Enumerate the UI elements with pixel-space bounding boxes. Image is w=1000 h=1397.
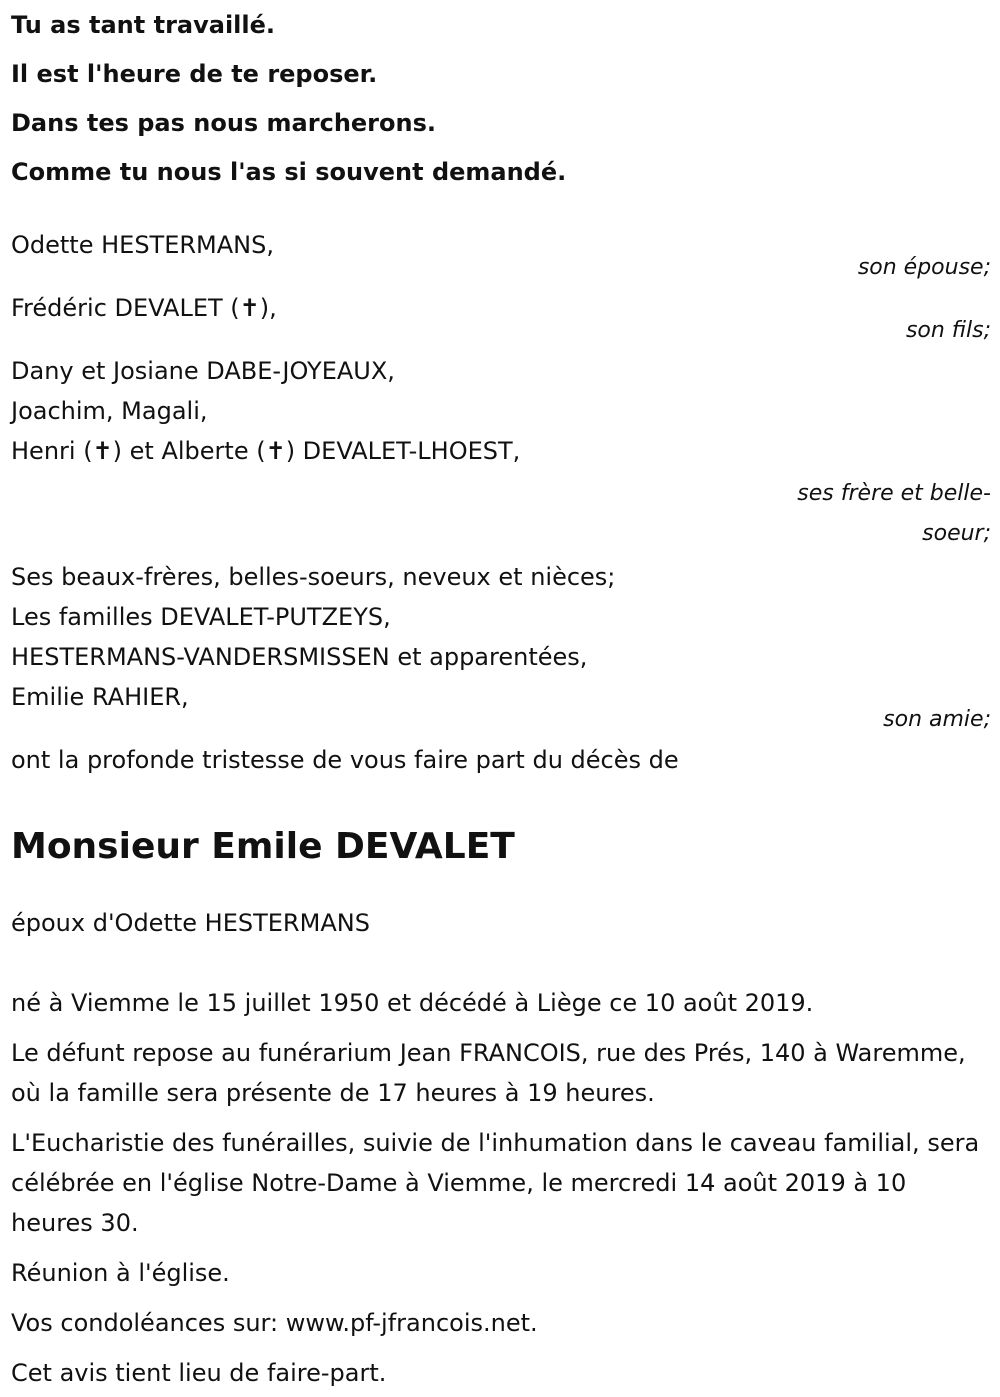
family-list xyxy=(11,225,991,780)
poem-line: Dans tes pas nous marcherons. xyxy=(11,109,436,137)
notice-info: Cet avis tient lieu de faire-part. xyxy=(11,1359,387,1387)
son-name: Frédéric DEVALET (✝), xyxy=(11,294,277,322)
sibling-line: Joachim, Magali, xyxy=(11,397,208,425)
poem-line: Comme tu nous l'as si souvent demandé. xyxy=(11,158,567,186)
relatives-line: HESTERMANS-VANDERSMISSEN et apparentées, xyxy=(11,643,588,671)
obituary-notice xyxy=(11,0,991,1393)
condolences-info: Vos condoléances sur: www.pf-jfrancois.net. xyxy=(11,1309,538,1337)
birth-death-info: né à Viemme le 15 juillet 1950 et décédé à Liège ce 10 août 2019. xyxy=(11,989,814,1017)
relatives-line: Les familles DEVALET-PUTZEYS, xyxy=(11,603,391,631)
announcement: ont la profonde tristesse de vous faire part du décès de xyxy=(11,746,679,774)
ceremony-info: L'Eucharistie des funérailles, suivie de l'inhumation dans le caveau familial, sera célébrée en l'église Notre-Dame à Viemme, le mercredi 14 août 2019 à 10 heures 30. xyxy=(11,1129,980,1237)
siblings-relation xyxy=(11,474,991,554)
sibling-line: Dany et Josiane DABE-JOYEAUX, xyxy=(11,357,395,385)
poem-line: Il est l'heure de te reposer. xyxy=(11,60,378,88)
spouse-name: Odette HESTERMANS, xyxy=(11,231,274,259)
deceased-name: Monsieur Emile DEVALET xyxy=(11,826,515,867)
poem-line: Tu as tant travaillé. xyxy=(11,11,276,39)
siblings-relation-line: ses frère et belle- xyxy=(797,481,991,506)
friend-relation: son amie; xyxy=(883,707,991,732)
funeral-home-info: Le défunt repose au funérarium Jean FRANCOIS, rue des Prés, 140 à Waremme, où la famille sera présente de 17 heures à 19 heures. xyxy=(11,1039,966,1107)
son-relation: son fils; xyxy=(905,318,991,343)
friend-name: Emilie RAHIER, xyxy=(11,683,189,711)
spouse-relation: son épouse; xyxy=(857,255,991,280)
gathering-info: Réunion à l'église. xyxy=(11,1259,230,1287)
poem xyxy=(11,0,991,187)
siblings-relation-line: soeur; xyxy=(922,521,991,546)
sibling-line: Henri (✝) et Alberte (✝) DEVALET-LHOEST, xyxy=(11,437,521,465)
relatives-line: Ses beaux-frères, belles-soeurs, neveux et nièces; xyxy=(11,563,616,591)
deceased-spouse: époux d'Odette HESTERMANS xyxy=(11,909,370,937)
